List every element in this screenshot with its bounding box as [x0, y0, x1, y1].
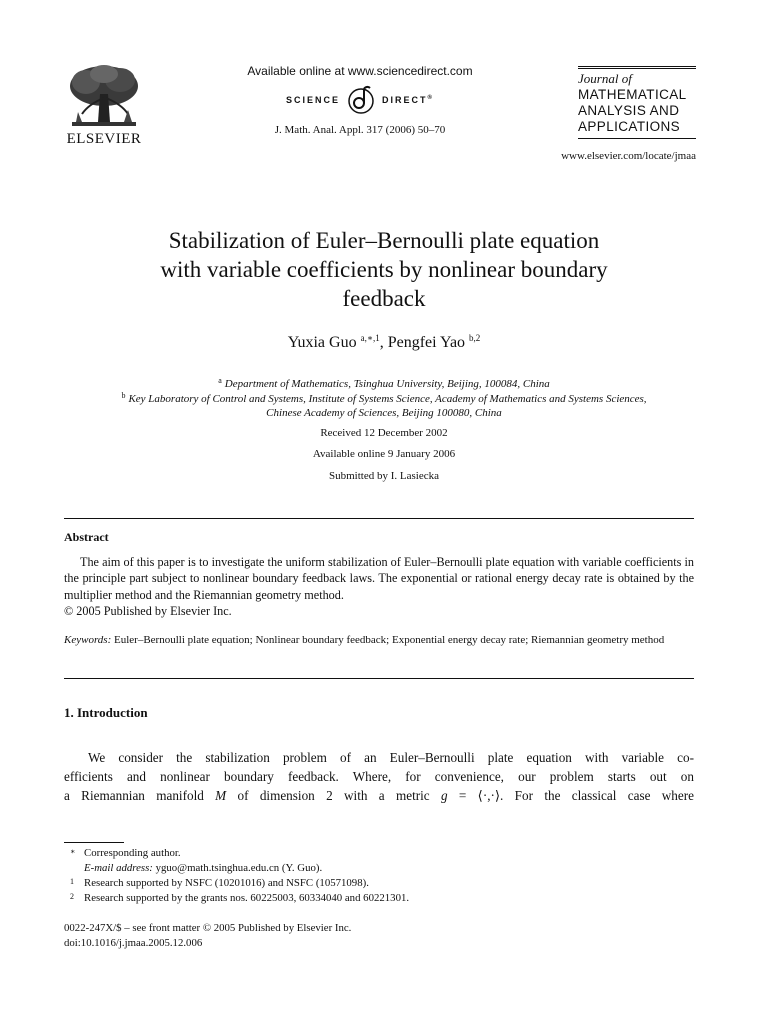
journal-rule [578, 66, 696, 69]
journal-name-line: MATHEMATICAL [578, 87, 687, 102]
author-marks: b,2 [469, 333, 481, 343]
title-line: feedback [342, 286, 426, 311]
body-line: a Riemannian manifold M of dimension 2 with a metric g = ⟨·,·⟩. For the classical case where [64, 788, 694, 803]
keywords-label: Keywords: [64, 634, 112, 646]
affiliation-mark: b [121, 391, 126, 400]
affiliation-text: Chinese Academy of Sciences, Beijing 100080, China [266, 407, 502, 419]
paper-title [90, 226, 678, 313]
journal-citation: J. Math. Anal. Appl. 317 (2006) 50–70 [274, 124, 446, 136]
author-separator: , [379, 334, 384, 351]
sd-word-right: DIRECT® [382, 95, 434, 105]
section-heading: 1. Introduction [64, 705, 148, 720]
introduction-text [64, 748, 694, 805]
doi-text[interactable]: doi:10.1016/j.jmaa.2005.12.006 [64, 937, 203, 949]
affiliation-text: Department of Mathematics, Tsinghua University, Beijing, 100084, China [224, 378, 550, 390]
abstract-body [64, 554, 694, 619]
submitted-by: Submitted by I. Lasiecka [329, 470, 439, 482]
title-line: with variable coefficients by nonlinear boundary [160, 257, 608, 282]
journal-url[interactable]: www.elsevier.com/locate/jmaa [561, 150, 696, 162]
publisher-name: ELSEVIER [66, 131, 142, 147]
keywords-text: Euler–Bernoulli plate equation; Nonlinear boundary feedback; Exponential energy decay rate; Riemannian geometry method [114, 634, 665, 646]
abstract-bottom-rule [64, 678, 694, 679]
affiliation-text: Key Laboratory of Control and Systems, Institute of Systems Science, Academy of Mathematics and Systems Sciences, [128, 393, 647, 405]
journal-name-line: APPLICATIONS [578, 119, 681, 134]
journal-masthead [578, 66, 696, 139]
footnote-corresponding: ∗ Corresponding author. [70, 847, 181, 859]
body-line: efficients and nonlinear boundary feedback. Where, for convenience, our problem starts out on [64, 769, 694, 784]
sciencedirect-d-icon [344, 84, 378, 116]
footnote-rule [64, 842, 124, 843]
sciencedirect-header [220, 64, 500, 136]
title-line: Stabilization of Euler–Bernoulli plate equation [168, 228, 600, 253]
abstract-text: The aim of this paper is to investigate the uniform stabilization of Euler–Bernoulli plate equation with variable coefficients in the principle part subject to nonlinear boundary feedback laws. The exponential or rational energy decay rate is obtained by the multiplier method and the Riemannian geometry method. [64, 555, 694, 602]
journal-prefix: Journal of [578, 71, 632, 86]
elsevier-logo [62, 64, 146, 148]
sd-word-left: SCIENCE [286, 95, 341, 105]
author-marks: a,∗,1 [360, 333, 380, 343]
author-name: Yuxia Guo [287, 334, 357, 351]
abstract-heading: Abstract [64, 530, 109, 544]
footnotes [64, 846, 694, 906]
body-line: We consider the stabilization problem of an Euler–Bernoulli plate equation with variable co- [88, 750, 694, 765]
front-matter-info [64, 921, 351, 951]
received-date: Received 12 December 2002 [320, 427, 448, 439]
footnote-email: E-mail address: yguo@math.tsinghua.edu.cn (Y. Guo). [84, 862, 323, 874]
affiliation-b [40, 389, 728, 420]
journal-rule-bottom [578, 138, 696, 139]
available-online-text: Available online at www.sciencedirect.com [247, 64, 473, 78]
issn-text: 0022-247X/$ – see front matter © 2005 Published by Elsevier Inc. [64, 922, 352, 934]
author-list [90, 333, 678, 352]
elsevier-tree-icon [64, 64, 144, 130]
footnote-1: 1 Research supported by NSFC (10201016) and NSFC (10571098). [70, 877, 369, 889]
affiliation-mark: a [218, 376, 222, 385]
email-link[interactable]: yguo@math.tsinghua.edu.cn (Y. Guo). [155, 862, 323, 874]
keywords [64, 632, 694, 648]
journal-name-line: ANALYSIS AND [578, 103, 680, 118]
author-name: Pengfei Yao [387, 334, 466, 351]
available-date: Available online 9 January 2006 [312, 448, 456, 460]
sciencedirect-logo [220, 84, 500, 116]
abstract-copyright: © 2005 Published by Elsevier Inc. [64, 603, 232, 618]
footnote-2: 2 Research supported by the grants nos. 60225003, 60334040 and 60221301. [70, 892, 410, 904]
abstract-top-rule [64, 518, 694, 519]
